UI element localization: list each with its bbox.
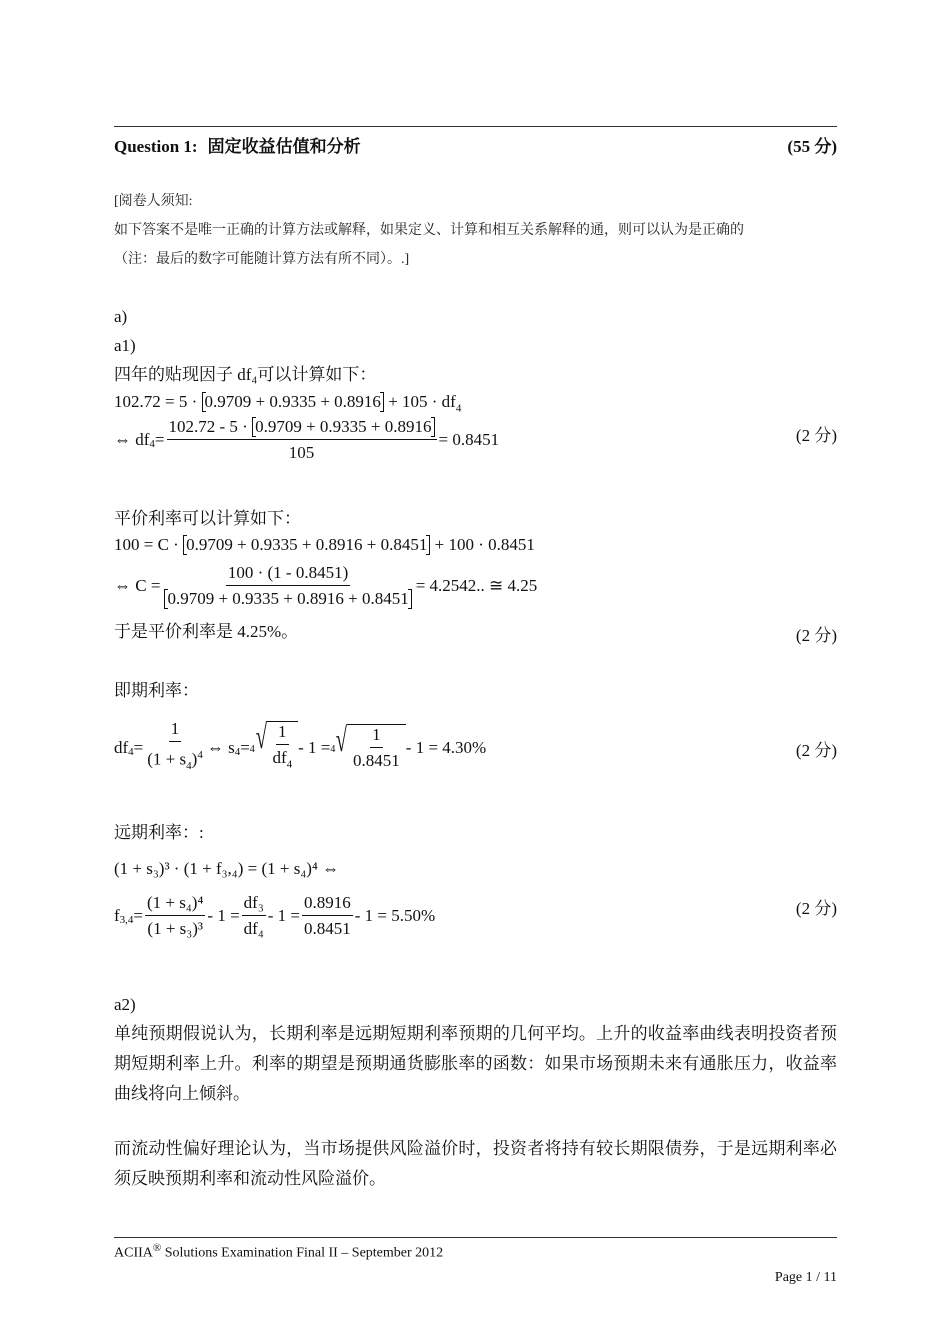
paragraph-liquidity: 而流动性偏好理论认为，当市场提供风险溢价时，投资者将持有较长期限债券，于是远期利率必须反映预期利率和流动性风险溢价。 bbox=[114, 1139, 837, 1188]
equation-spot: df $_4$ = $\frac{1}{(1 + s_4)^4}$ ⇔ s $_4$ = 4 √ $\frac{1}{df_4}$ - 1 = 4 √ $\frac{1}{0.8451}$ - 1 = 4.30% bbox=[114, 719, 486, 776]
points-label: (2 分) bbox=[795, 741, 837, 760]
equation-forward-1: (1 + s₃)³ · (1 + f₃,₄) = (1 + s₄)⁴ ⇔ bbox=[114, 859, 340, 878]
points-label: (2 分) bbox=[795, 899, 837, 918]
grader-note-heading: [阅卷人须知: bbox=[114, 194, 193, 209]
par-intro-text: 平价利率可以计算如下： bbox=[114, 509, 301, 528]
question-topic: 固定收益估值和分析 bbox=[207, 137, 361, 156]
par-result-text: 于是平价利率是 4.25%。 bbox=[114, 622, 299, 641]
grader-note-line: 如下答案不是唯一正确的计算方法或解释，如果定义、计算和相互关系解释的通，则可以认为是正确的 bbox=[114, 223, 744, 238]
equation-df-1: $102.72 = 5 \cdot 0.9709 + 0.9335 + 0.8916 + 105 \cdot df_4$ bbox=[114, 392, 462, 415]
forward-intro-text: 远期利率：: bbox=[114, 823, 204, 842]
header-rule bbox=[114, 126, 837, 127]
points-label: (2 分) bbox=[795, 426, 837, 445]
section-label: a) bbox=[114, 307, 128, 326]
equation-forward-2: f $_{3,4}$ = $\frac{\text{(1 + s₄)⁴}}{\text{(1 + s₃)³}}$ - 1 = $\frac{\text{df₃}}{\text{df₄}}$ - 1 = $\frac{0.8916}{0.8451}$ - 1 = 5.50% bbox=[114, 893, 436, 938]
subsection-label: a2) bbox=[114, 995, 136, 1014]
equation-par-1: 100 = C · 0.9709 + 0.9335 + 0.8916 + 0.8451 + 100 · 0.8451 bbox=[114, 535, 535, 554]
grader-note-line: （注：最后的数字可能随计算方法有所不同）。.] bbox=[114, 252, 410, 267]
question-title bbox=[114, 132, 361, 157]
subsection-label: a1) bbox=[114, 336, 136, 355]
footer-rule bbox=[114, 1237, 837, 1238]
equation-par-2: ⇔ C = $\frac{100 \cdot (1 - 0.8451)}{0.9709 + 0.9335 + 0.8916 + 0.8451}$ = 4.2542.. ≅ 4.25 bbox=[114, 563, 538, 608]
equation-df-2: ⇔ df $_4$ = $\frac{102.72 - 5 \cdot 0.9709 + 0.9335 + 0.8916}{105}$ = 0.8451 bbox=[114, 417, 500, 462]
points-label: (2 分) bbox=[795, 626, 837, 645]
page-number: Page 1 / 11 bbox=[774, 1270, 837, 1285]
footer-text: ACIIA® Solutions Examination Final II – September 2012 bbox=[114, 1242, 444, 1261]
question-number: Question 1: bbox=[114, 137, 198, 156]
paragraph-expectations: 单纯预期假说认为，长期利率是远期短期利率预期的几何平均。上升的收益率曲线表明投资者预期短期利率上升。利率的期望是预期通货膨胀率的函数：如果市场预期未来有通胀压力，收益率曲线将向上倾斜。 bbox=[114, 1024, 837, 1103]
spot-intro-text: 即期利率： bbox=[114, 681, 199, 700]
question-points: (55 分) bbox=[787, 137, 837, 156]
df-intro-text: 四年的贴现因子 df₄可以计算如下： bbox=[114, 365, 377, 384]
